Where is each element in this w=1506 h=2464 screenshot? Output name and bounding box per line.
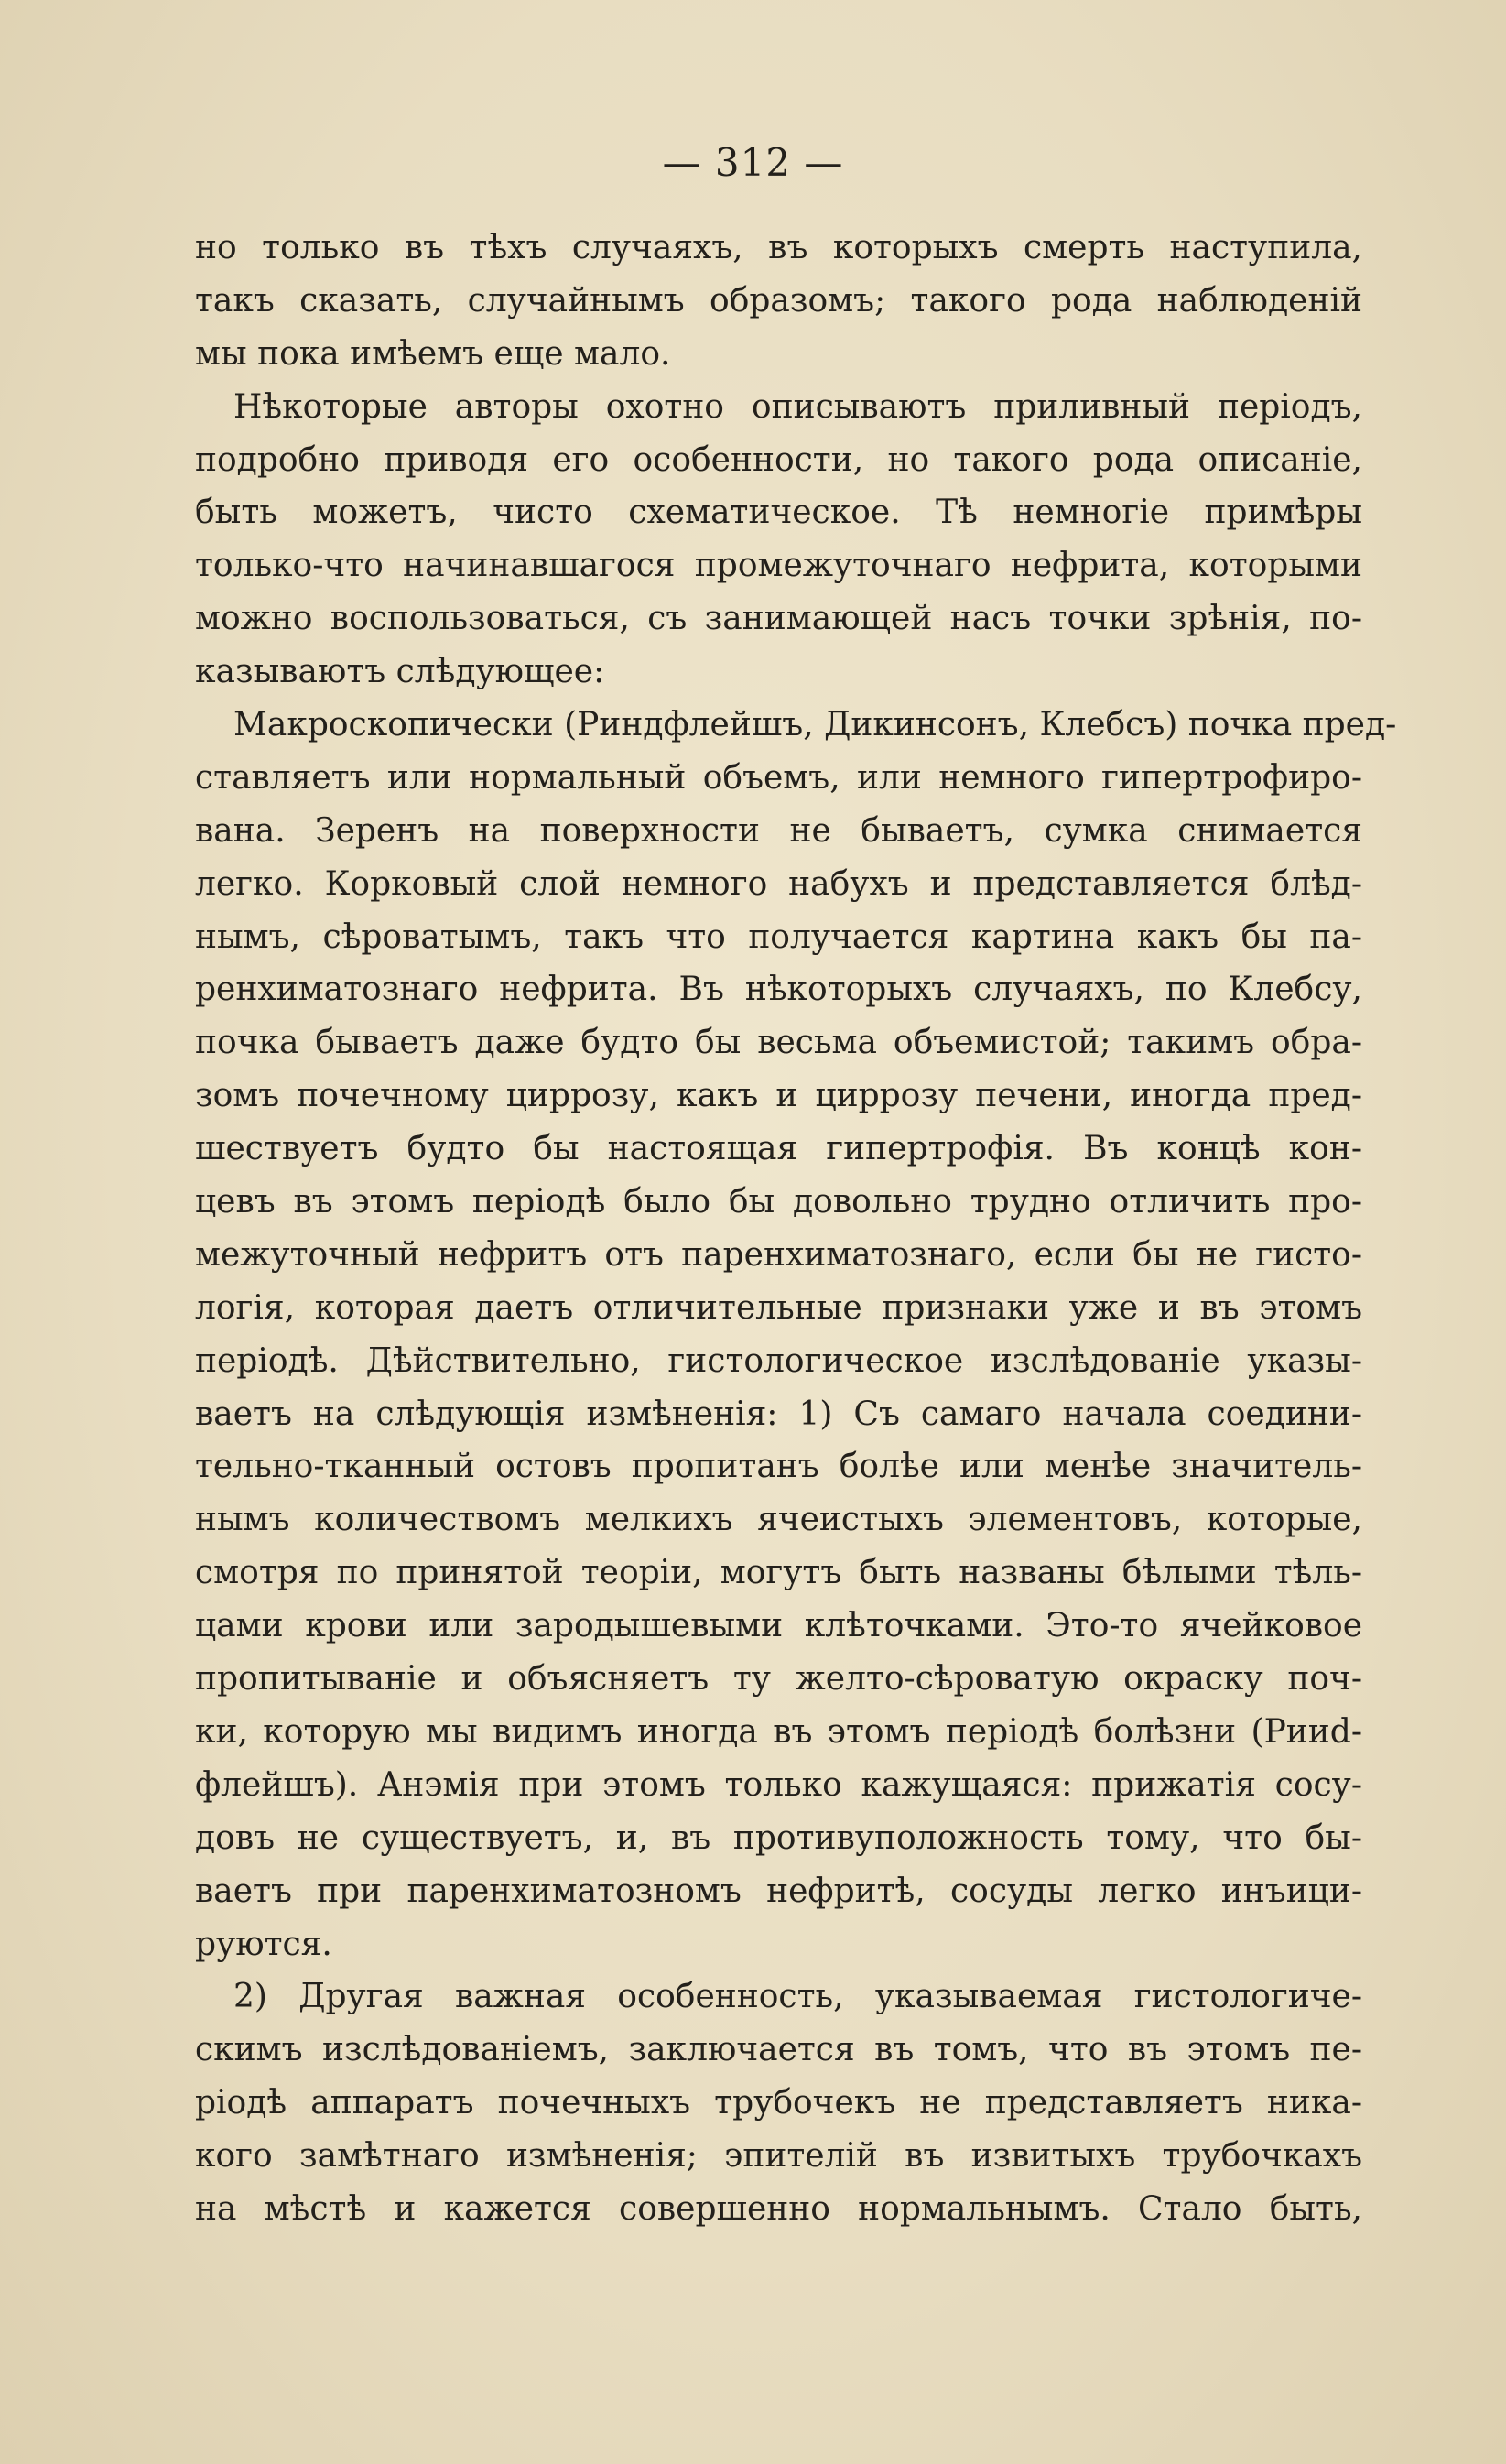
text-line: легко. Корковый слой немного набухъ и представляется блѣд- bbox=[195, 864, 1362, 903]
text-line: ставляетъ или нормальный объемъ, или немного гипертрофиро- bbox=[195, 758, 1362, 797]
text-line: довъ не существуетъ, и, въ противуположность тому, что бы- bbox=[195, 1818, 1362, 1857]
text-line: ваетъ при паренхиматозномъ нефритѣ, сосуды легко инъици- bbox=[195, 1872, 1362, 1910]
text-line: на мѣстѣ и кажется совершенно нормальнымъ. Стало быть, bbox=[195, 2189, 1362, 2228]
text-line: ренхиматознаго нефрита. Въ нѣкоторыхъ случаяхъ, по Клебсу, bbox=[195, 971, 1362, 1009]
text-line: цами крови или зародышевыми клѣточками. Это-то ячейковое bbox=[195, 1607, 1362, 1645]
text-line: почка бываетъ даже будто бы весьма объемистой; такимъ обра- bbox=[195, 1024, 1362, 1062]
text-line: казываютъ слѣдующее: bbox=[195, 653, 605, 691]
text-line: такъ сказать, случайнымъ образомъ; такого рода наблюденій bbox=[195, 281, 1362, 320]
text-line: ріодѣ аппаратъ почечныхъ трубочекъ не представляетъ ника- bbox=[195, 2084, 1362, 2122]
text-line: руются. bbox=[195, 1925, 332, 1963]
text-line: ки, которую мы видимъ иногда въ этомъ періодѣ болѣзни (Рииd- bbox=[195, 1712, 1362, 1751]
text-line: вана. Зеренъ на поверхности не бываетъ, сумка снимается bbox=[195, 811, 1362, 850]
text-line: ваетъ на слѣдующія измѣненія: 1) Съ самаго начала соедини- bbox=[195, 1395, 1362, 1433]
paragraph-2 bbox=[195, 381, 1362, 699]
text-line: кого замѣтнаго измѣненія; эпителій въ извитыхъ трубочкахъ bbox=[195, 2137, 1362, 2176]
text-line: періодѣ. Дѣйствительно, гистологическое изслѣдованіе указы- bbox=[195, 1341, 1362, 1380]
paragraph-3 bbox=[195, 699, 1397, 1970]
text-line: нымъ количествомъ мелкихъ ячеистыхъ элементовъ, которые, bbox=[195, 1501, 1362, 1539]
text-line: быть можетъ, чисто схематическое. Тѣ немногіе примѣры bbox=[195, 494, 1362, 532]
paragraph-4 bbox=[195, 1970, 1362, 2235]
text-line: шествуетъ будто бы настоящая гипертрофія. Въ концѣ кон- bbox=[195, 1130, 1362, 1168]
text-line: межуточный нефритъ отъ паренхиматознаго, если бы не гисто- bbox=[195, 1235, 1362, 1274]
paragraph-1 bbox=[195, 222, 1362, 381]
text-line: Нѣкоторые авторы охотно описываютъ приливный періодъ, bbox=[233, 387, 1362, 426]
text-line: зомъ почечному циррозу, какъ и циррозу печени, иногда пред- bbox=[195, 1077, 1362, 1115]
text-line: нымъ, сѣроватымъ, такъ что получается картина какъ бы па- bbox=[195, 917, 1362, 956]
text-line: Макроскопически (Риндфлейшъ, Дикинсонъ, Клебсъ) почка пред- bbox=[233, 706, 1397, 744]
text-line: можно воспользоваться, съ занимающей насъ точки зрѣнія, по- bbox=[195, 600, 1362, 638]
text-line: подробно приводя его особенности, но такого рода описаніе, bbox=[195, 440, 1362, 479]
text-line: цевъ въ этомъ періодѣ было бы довольно трудно отличить про- bbox=[195, 1183, 1362, 1221]
text-line: только-что начинавшагося промежуточнаго нефрита, которыми bbox=[195, 547, 1362, 585]
text-line: флейшъ). Анэмія при этомъ только кажущаяся: прижатія сосу- bbox=[195, 1765, 1362, 1804]
text-line: 2) Другая важная особенность, указываемая гистологиче- bbox=[233, 1978, 1362, 2016]
text-line: тельно-тканный остовъ пропитанъ болѣе или менѣе значитель- bbox=[195, 1448, 1362, 1486]
text-line: смотря по принятой теоріи, могутъ быть названы бѣлыми тѣль- bbox=[195, 1554, 1362, 1592]
text-line: скимъ изслѣдованіемъ, заключается въ томъ, что въ этомъ пе- bbox=[195, 2031, 1362, 2069]
text-line: логія, которая даетъ отличительные признаки уже и въ этомъ bbox=[195, 1288, 1362, 1327]
text-line: но только въ тѣхъ случаяхъ, въ которыхъ смерть наступила, bbox=[195, 229, 1362, 266]
page-number: — 312 — bbox=[662, 140, 844, 185]
body-text bbox=[195, 222, 1397, 2236]
text-line: пропитываніе и объясняетъ ту желто-сѣроватую окраску поч- bbox=[195, 1660, 1362, 1699]
text-line: мы пока имѣемъ еще мало. bbox=[195, 334, 671, 373]
